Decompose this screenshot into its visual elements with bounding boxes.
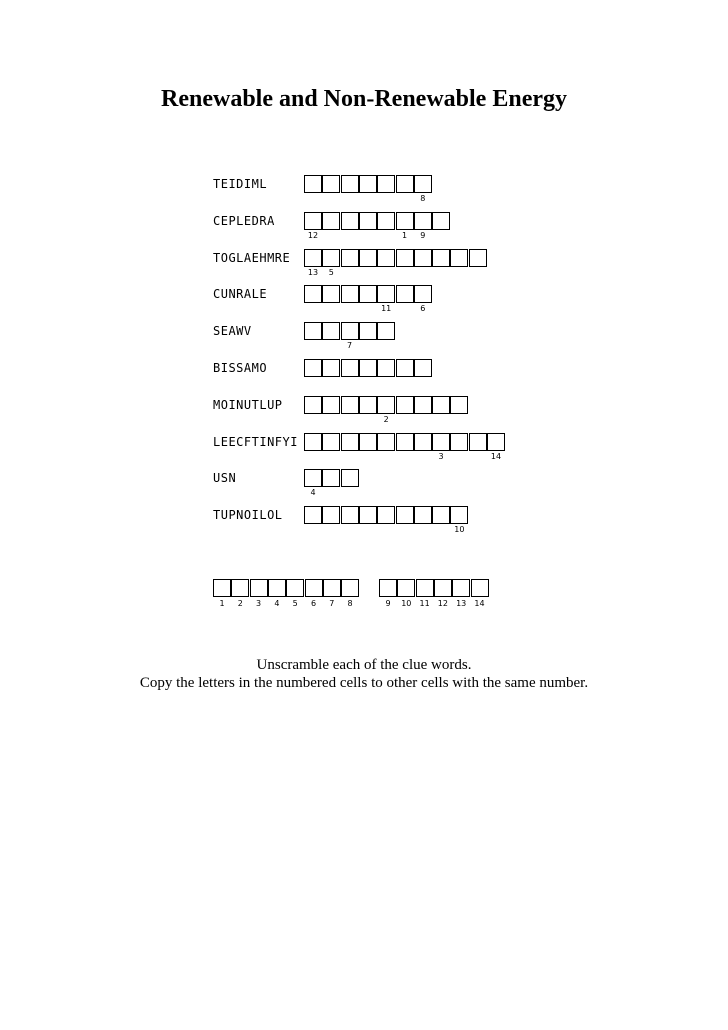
answer-cell[interactable] — [377, 249, 395, 267]
final-cell-number: 1 — [219, 599, 225, 608]
cell-number: 5 — [328, 267, 334, 277]
answer-cell[interactable] — [359, 249, 377, 267]
final-answer-cell[interactable] — [268, 579, 286, 597]
final-answer-cell[interactable] — [286, 579, 304, 597]
clue-word: SEAWV — [213, 324, 252, 339]
final-answer-cell[interactable] — [379, 579, 397, 597]
answer-cell[interactable] — [396, 212, 414, 230]
answer-cell[interactable] — [322, 249, 340, 267]
answer-cell[interactable] — [450, 506, 468, 524]
final-cell-number: 11 — [419, 599, 430, 608]
answer-cell[interactable] — [432, 212, 450, 230]
final-answer-cell[interactable] — [416, 579, 434, 597]
clue-word: USN — [213, 471, 237, 486]
answer-cell[interactable] — [304, 175, 322, 193]
answer-cell[interactable] — [322, 285, 340, 303]
answer-cell[interactable] — [377, 396, 395, 414]
clue-word: TUPNOILOL — [213, 508, 283, 523]
cell-number: 6 — [420, 304, 426, 314]
answer-cell[interactable] — [304, 433, 322, 451]
cell-number: 2 — [383, 414, 389, 424]
answer-cell[interactable] — [341, 396, 359, 414]
answer-cell[interactable] — [469, 433, 487, 451]
answer-cell[interactable] — [469, 249, 487, 267]
answer-cell[interactable] — [377, 285, 395, 303]
final-answer-cell[interactable] — [323, 579, 341, 597]
answer-cell[interactable] — [359, 175, 377, 193]
final-answer-cell[interactable] — [341, 579, 359, 597]
final-cell-number: 8 — [347, 599, 353, 608]
answer-cell[interactable] — [359, 359, 377, 377]
clue-word: CUNRALE — [213, 287, 268, 302]
instructions — [0, 656, 728, 692]
answer-cell[interactable] — [396, 285, 414, 303]
answer-cell[interactable] — [304, 249, 322, 267]
answer-cell[interactable] — [304, 285, 322, 303]
answer-cell[interactable] — [322, 175, 340, 193]
answer-cell[interactable] — [432, 396, 450, 414]
answer-cell[interactable] — [414, 433, 432, 451]
final-cell-number: 4 — [274, 599, 280, 608]
answer-cell[interactable] — [341, 285, 359, 303]
answer-cell[interactable] — [414, 396, 432, 414]
cell-number: 12 — [307, 230, 319, 240]
answer-cell[interactable] — [359, 322, 377, 340]
answer-cell[interactable] — [341, 433, 359, 451]
answer-cell[interactable] — [450, 396, 468, 414]
answer-cell[interactable] — [396, 359, 414, 377]
answer-cell[interactable] — [377, 212, 395, 230]
answer-cell[interactable] — [304, 212, 322, 230]
cell-number: 1 — [401, 230, 408, 240]
answer-cell[interactable] — [304, 359, 322, 377]
answer-cell[interactable] — [322, 433, 340, 451]
answer-cell[interactable] — [322, 212, 340, 230]
final-cell-number: 5 — [292, 599, 298, 608]
answer-cell[interactable] — [359, 285, 377, 303]
final-cell-number: 6 — [310, 599, 317, 608]
answer-cell[interactable] — [341, 506, 359, 524]
answer-cell[interactable] — [322, 506, 340, 524]
cell-number: 13 — [307, 267, 319, 277]
answer-cell[interactable] — [396, 249, 414, 267]
answer-cell[interactable] — [414, 359, 432, 377]
final-cell-number: 7 — [329, 599, 335, 608]
answer-cell[interactable] — [304, 396, 322, 414]
answer-cell[interactable] — [414, 175, 432, 193]
answer-cell[interactable] — [432, 249, 450, 267]
final-answer-cell[interactable] — [231, 579, 249, 597]
instruction-line-1: Unscramble each of the clue words. — [256, 657, 472, 673]
answer-cell[interactable] — [304, 469, 322, 487]
cell-number: 3 — [438, 451, 444, 461]
answer-cell[interactable] — [432, 433, 450, 451]
answer-cell[interactable] — [396, 433, 414, 451]
answer-cell[interactable] — [432, 506, 450, 524]
instruction-line-2: Copy the letters in the numbered cells to other cells with the same number. — [139, 675, 589, 691]
clue-word: BISSAMO — [213, 361, 268, 375]
answer-cell[interactable] — [414, 249, 432, 267]
answer-cell[interactable] — [341, 322, 359, 340]
final-cell-number: 13 — [456, 599, 467, 608]
clue-word: MOINUTLUP — [213, 397, 283, 412]
final-cell-number: 9 — [385, 599, 391, 608]
answer-cell[interactable] — [341, 212, 359, 230]
final-cell-number: 3 — [256, 599, 262, 608]
answer-cell[interactable] — [414, 506, 432, 524]
cell-number: 10 — [454, 525, 465, 535]
answer-cell[interactable] — [377, 322, 395, 340]
answer-cell[interactable] — [414, 285, 432, 303]
final-answer-cell[interactable] — [471, 579, 489, 597]
answer-cell[interactable] — [341, 175, 359, 193]
answer-cell[interactable] — [396, 506, 414, 524]
answer-cell[interactable] — [487, 433, 505, 451]
cell-number: 14 — [490, 451, 502, 461]
clue-word: TOGLAEHMRE — [213, 250, 291, 265]
answer-cell[interactable] — [359, 212, 377, 230]
answer-cell[interactable] — [377, 433, 395, 451]
answer-cell[interactable] — [377, 175, 395, 193]
cell-number: 4 — [310, 488, 316, 498]
answer-cell[interactable] — [377, 506, 395, 524]
cell-number: 8 — [420, 194, 426, 203]
answer-cell[interactable] — [359, 433, 377, 451]
answer-cell[interactable] — [341, 359, 359, 377]
cell-number: 11 — [381, 304, 392, 314]
answer-cell[interactable] — [322, 396, 340, 414]
answer-cell[interactable] — [322, 322, 340, 340]
final-cell-number: 12 — [437, 599, 448, 608]
answer-cell[interactable] — [450, 433, 468, 451]
final-answer-cell[interactable] — [213, 579, 231, 597]
answer-cell[interactable] — [304, 506, 322, 524]
answer-cell[interactable] — [341, 469, 359, 487]
clue-word: TEIDIML — [213, 177, 268, 191]
answer-cell[interactable] — [396, 175, 414, 193]
final-cell-number: 14 — [474, 599, 485, 608]
final-answer-cell[interactable] — [250, 579, 268, 597]
final-answer-cell[interactable] — [305, 579, 323, 597]
page-title: Renewable and Non-Renewable Energy — [161, 86, 567, 112]
answer-cell[interactable] — [450, 249, 468, 267]
answer-cell[interactable] — [304, 322, 322, 340]
answer-cell[interactable] — [322, 359, 340, 377]
answer-cell[interactable] — [359, 506, 377, 524]
clue-word: CEPLEDRA — [213, 213, 275, 228]
final-cell-number: 2 — [237, 599, 243, 608]
final-answer-cell[interactable] — [452, 579, 470, 597]
answer-cell[interactable] — [341, 249, 359, 267]
final-cell-number: 10 — [401, 599, 412, 608]
answer-cell[interactable] — [414, 212, 432, 230]
answer-cell[interactable] — [322, 469, 340, 487]
cell-number: 7 — [347, 341, 353, 351]
final-answer-cell[interactable] — [434, 579, 452, 597]
answer-cell[interactable] — [396, 396, 414, 414]
answer-cell[interactable] — [377, 359, 395, 377]
clue-word: LEECFTINFYI — [213, 434, 298, 449]
final-answer-cell[interactable] — [397, 579, 415, 597]
answer-cell[interactable] — [359, 396, 377, 414]
cell-number: 9 — [420, 230, 426, 240]
